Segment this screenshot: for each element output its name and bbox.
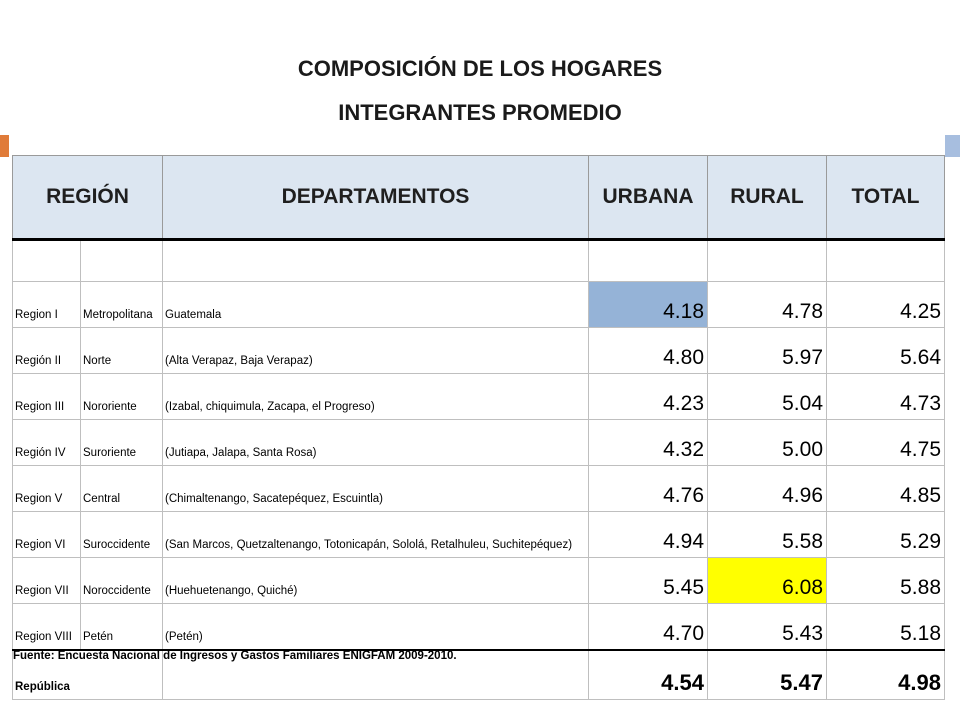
republica-rural: 5.47 [708, 650, 827, 700]
departamentos-cell: (Huehuetenango, Quiché) [163, 558, 589, 604]
urbana-cell: 4.32 [589, 420, 708, 466]
departamentos-cell: (Jutiapa, Jalapa, Santa Rosa) [163, 420, 589, 466]
rural-cell: 5.00 [708, 420, 827, 466]
region-name-cell: Petén [81, 604, 163, 651]
table-row [13, 374, 945, 420]
region-cell: Region VI [13, 512, 81, 558]
urbana-cell: 5.45 [589, 558, 708, 604]
title-line-1: COMPOSICIÓN DE LOS HOGARES [297, 56, 663, 81]
total-cell: 5.29 [827, 512, 945, 558]
rural-cell: 5.04 [708, 374, 827, 420]
urbana-cell: 4.76 [589, 466, 708, 512]
urbana-cell: 4.18 [589, 282, 708, 328]
region-cell: Region VII [13, 558, 81, 604]
region-name-cell: Norte [81, 328, 163, 374]
urbana-cell: 4.80 [589, 328, 708, 374]
departamentos-cell: (Izabal, chiquimula, Zacapa, el Progreso) [163, 374, 589, 420]
region-name-cell: Suroccidente [81, 512, 163, 558]
table-row [13, 466, 945, 512]
region-cell: Región II [13, 328, 81, 374]
departamentos-cell: (San Marcos, Quetzaltenango, Totonicapán, Sololá, Retalhuleu, Suchitepéquez) [163, 512, 589, 558]
table-row [13, 512, 945, 558]
table-row [13, 282, 945, 328]
rural-cell: 5.97 [708, 328, 827, 374]
rural-cell: 6.08 [708, 558, 827, 604]
header-region: REGIÓN [13, 156, 163, 240]
urbana-cell: 4.70 [589, 604, 708, 651]
total-cell: 5.18 [827, 604, 945, 651]
table-row [13, 420, 945, 466]
accent-bar-left [0, 135, 9, 157]
region-name-cell: Nororiente [81, 374, 163, 420]
households-table [12, 155, 945, 700]
region-cell: Region III [13, 374, 81, 420]
region-name-cell: Suroriente [81, 420, 163, 466]
total-cell: 4.85 [827, 466, 945, 512]
republica-label: República [13, 650, 163, 700]
departamentos-cell: (Chimaltenango, Sacatepéquez, Escuintla) [163, 466, 589, 512]
blank-row [13, 240, 945, 282]
departamentos-cell: (Petén) [163, 604, 589, 651]
rural-cell: 4.78 [708, 282, 827, 328]
table-row [13, 328, 945, 374]
header-urbana: URBANA [589, 156, 708, 240]
region-cell: Region V [13, 466, 81, 512]
region-cell: Region I [13, 282, 81, 328]
urbana-cell: 4.23 [589, 374, 708, 420]
table-row [13, 604, 945, 651]
header-departamentos: DEPARTAMENTOS [163, 156, 589, 240]
table-header-row [13, 156, 945, 240]
table-row [13, 558, 945, 604]
departamentos-cell: (Alta Verapaz, Baja Verapaz) [163, 328, 589, 374]
republica-urbana: 4.54 [589, 650, 708, 700]
rural-cell: 5.58 [708, 512, 827, 558]
header-rural: RURAL [708, 156, 827, 240]
total-cell: 4.75 [827, 420, 945, 466]
title-line-2: INTEGRANTES PROMEDIO [338, 100, 622, 125]
rural-cell: 5.43 [708, 604, 827, 651]
region-cell: Region VIII [13, 604, 81, 651]
total-cell: 5.88 [827, 558, 945, 604]
republica-total: 4.98 [827, 650, 945, 700]
region-name-cell: Metropolitana [81, 282, 163, 328]
total-cell: 4.25 [827, 282, 945, 328]
region-cell: Región IV [13, 420, 81, 466]
total-cell: 4.73 [827, 374, 945, 420]
accent-bar-right [945, 135, 960, 157]
region-name-cell: Central [81, 466, 163, 512]
rural-cell: 4.96 [708, 466, 827, 512]
region-name-cell: Noroccidente [81, 558, 163, 604]
departamentos-cell: Guatemala [163, 282, 589, 328]
total-cell: 5.64 [827, 328, 945, 374]
header-total: TOTAL [827, 156, 945, 240]
urbana-cell: 4.94 [589, 512, 708, 558]
source-footnote: Fuente: Encuesta Nacional de Ingresos y Gastos Familiares ENIGFAM 2009-2010. [13, 650, 457, 662]
